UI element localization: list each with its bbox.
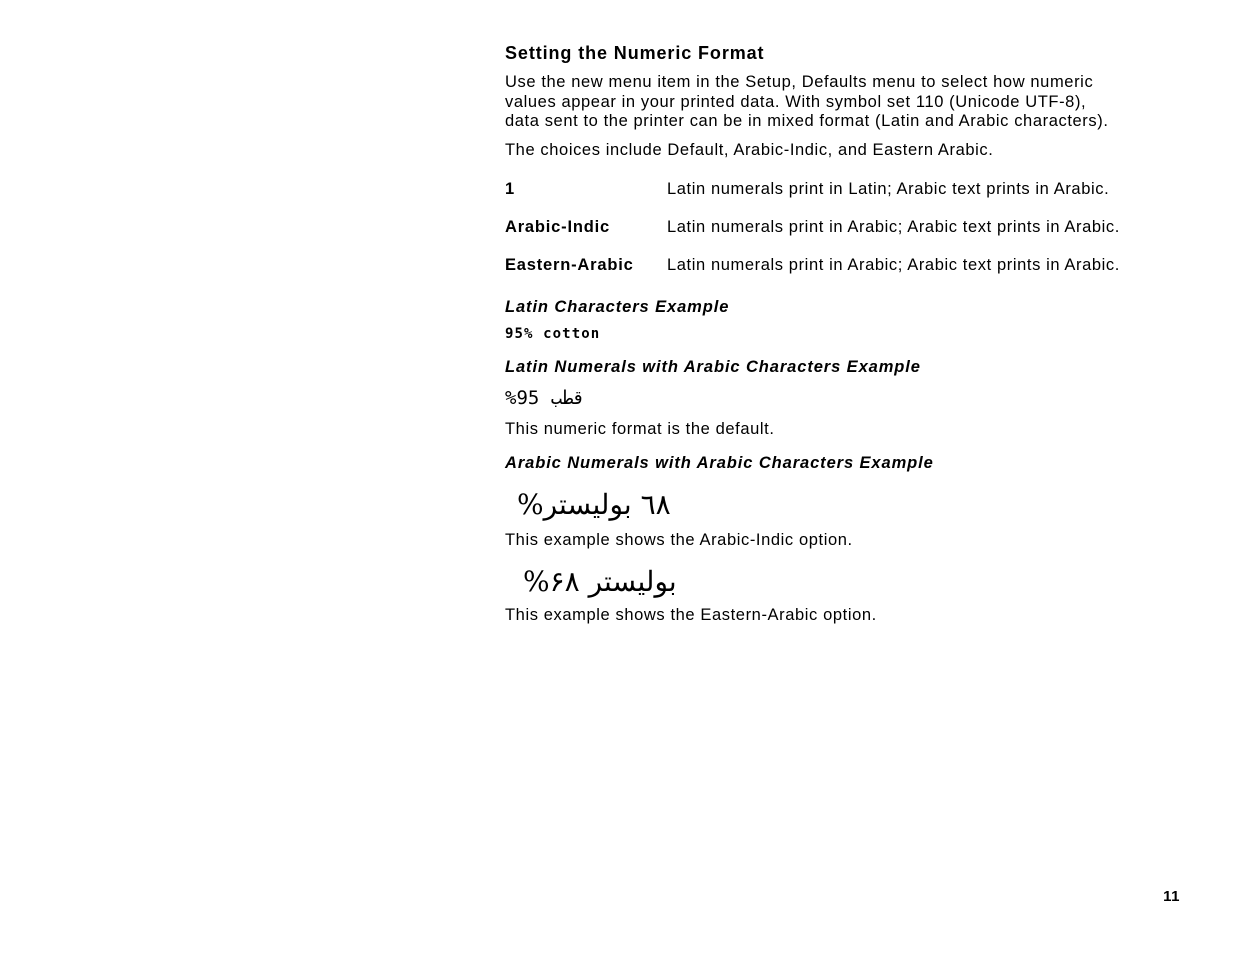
option-name: 1 [505,180,515,198]
latin-example-sample: 95% cotton [505,326,601,342]
arabic-numerals-arabic-heading: Arabic Numerals with Arabic Characters Example [505,453,934,472]
option-description: Latin numerals print in Arabic; Arabic text prints in Arabic. [667,256,1120,274]
arabic-indic-sample: %٦٨ بوليستر [517,487,671,521]
page-number: 11 [1163,888,1180,905]
intro-line: data sent to the printer can be in mixed format (Latin and Arabic characters). [505,112,1109,130]
option-row [505,255,1195,297]
option-row [505,217,1195,255]
choices-paragraph: The choices include Default, Arabic-Indic, and Eastern Arabic. [505,140,994,159]
latin-numerals-arabic-sample: %95 قطب [505,387,586,409]
option-description: Latin numerals print in Arabic; Arabic text prints in Arabic. [667,218,1120,236]
option-name: Arabic-Indic [505,218,610,236]
default-format-note: This numeric format is the default. [505,420,775,438]
intro-line: values appear in your printed data. With symbol set 110 (Unicode UTF-8), [505,92,1087,111]
option-row [505,179,1195,217]
option-name: Eastern-Arabic [505,256,634,274]
option-description: Latin numerals print in Latin; Arabic text prints in Arabic. [667,180,1110,198]
section-title: Setting the Numeric Format [505,43,765,63]
document-content [505,42,1195,626]
eastern-arabic-note: This example shows the Eastern-Arabic option. [505,606,877,624]
latin-numerals-arabic-heading: Latin Numerals with Arabic Characters Example [505,358,921,376]
arabic-indic-note: This example shows the Arabic-Indic option. [505,530,853,549]
intro-paragraph [505,73,1195,132]
latin-example-heading: Latin Characters Example [505,298,730,316]
intro-line: Use the new menu item in the Setup, Defaults menu to select how numeric [505,73,1094,91]
options-table [505,179,1195,297]
eastern-arabic-sample: %۶۸ بوليستر [523,565,677,598]
